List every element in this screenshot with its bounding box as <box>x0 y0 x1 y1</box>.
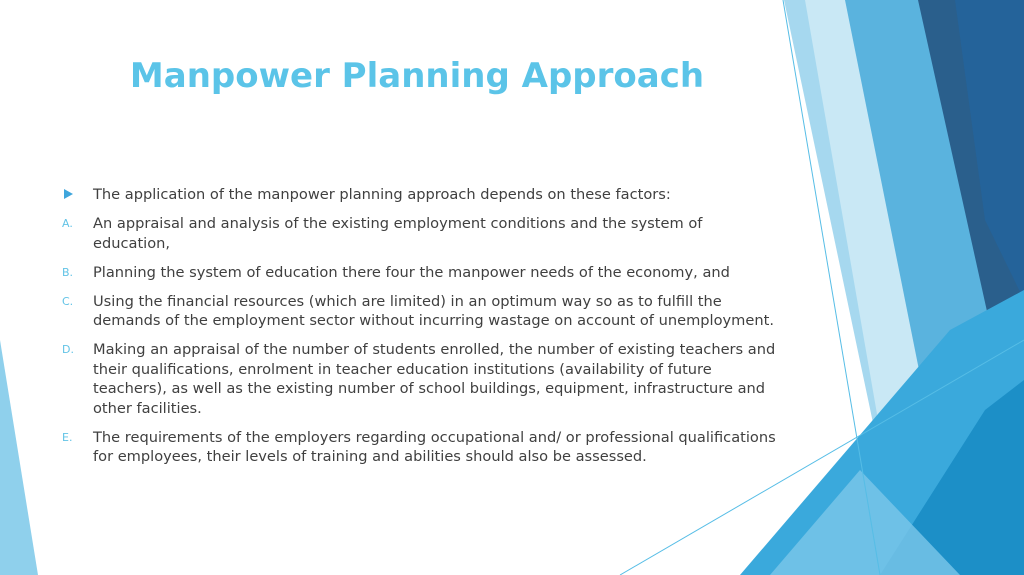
list-item <box>62 340 782 418</box>
triangle-bullet-icon <box>64 189 73 199</box>
bullet-list <box>62 185 782 476</box>
list-item <box>62 214 782 253</box>
list-item-text: An appraisal and analysis of the existing employment conditions and the system of education, <box>93 215 703 252</box>
list-item-text: Making an appraisal of the number of students enrolled, the number of existing teachers and their qualifications, enrolment in teacher education institutions (availability of future teachers), as well as the existing number of school buildings, equipment, infrastructure and other facilities. <box>93 341 776 417</box>
list-item-marker: B. <box>62 265 74 279</box>
list-item-text: The application of the manpower planning approach depends on these factors: <box>93 186 671 203</box>
list-item-marker: A. <box>62 217 73 230</box>
list-item <box>62 428 782 467</box>
list-item-intro <box>62 185 782 205</box>
list-item-marker: C. <box>62 294 74 308</box>
list-item-marker: D. <box>62 343 74 356</box>
slide-title: Manpower Planning Approach <box>129 56 705 96</box>
list-item <box>62 263 782 283</box>
list-item-marker: E. <box>62 430 73 444</box>
left-edge-shape <box>0 340 38 575</box>
list-item-text: Planning the system of education there four the manpower needs of the economy, and <box>93 263 730 281</box>
list-item <box>62 292 782 331</box>
list-item-text: The requirements of the employers regarding occupational and/ or professional qualifications for employees, their levels of training and abilities should also be assessed. <box>93 428 776 465</box>
list-item-text: Using the financial resources (which are limited) in an optimum way so as to fulfill the demands of the employment sector without incurring wastage on account of unemployment. <box>93 292 774 329</box>
